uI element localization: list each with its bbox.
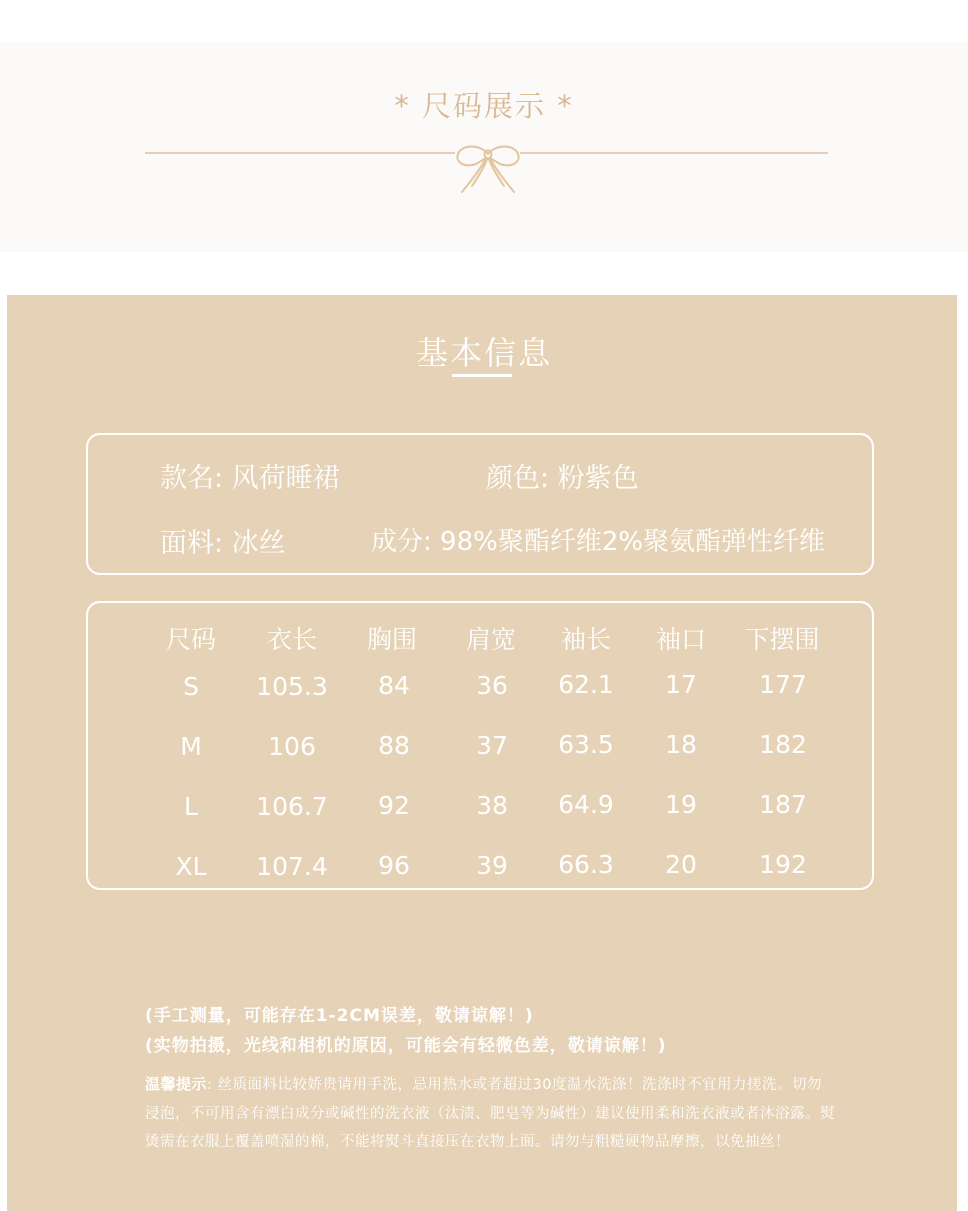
cell-cuff: 18 [665, 730, 697, 759]
cell-size: XL [175, 852, 207, 881]
composition-info: 成分: 98%聚酯纤维2%聚氨酯弹性纤维 [371, 527, 826, 557]
cell-length: 106 [268, 732, 316, 761]
care-instructions [145, 1070, 835, 1157]
cell-chest: 92 [378, 791, 410, 820]
cell-sleeve-length: 64.9 [558, 790, 614, 819]
cell-shoulder: 39 [476, 851, 508, 880]
cell-sleeve-length: 66.3 [558, 850, 614, 879]
header-chest: 胸围 [366, 625, 417, 654]
cell-chest: 96 [378, 851, 410, 880]
divider-line-left [145, 152, 455, 154]
basic-info-title: 基本信息 [415, 334, 552, 372]
cell-shoulder: 37 [476, 731, 508, 760]
cell-cuff: 17 [665, 670, 697, 699]
cell-length: 106.7 [256, 792, 328, 821]
color-info: 颜色: 粉紫色 [486, 463, 639, 494]
cell-size: S [183, 672, 199, 701]
bow-icon [452, 140, 524, 200]
color-difference-note: (实物拍摄，光线和相机的原因，可能会有轻微色差，敬请谅解！) [145, 1036, 667, 1056]
care-label: 温馨提示 [145, 1075, 208, 1093]
cell-size: M [180, 732, 202, 761]
cell-cuff: 19 [665, 790, 697, 819]
measurement-note: (手工测量，可能存在1-2CM误差，敬请谅解！) [145, 1006, 534, 1026]
cell-sleeve-length: 62.1 [558, 670, 614, 699]
care-text: : 丝质面料比较娇贵请用手洗，忌用热水或者超过30度温水洗涤！洗涤时不宜用力搓洗。切勿浸泡，不可用含有漂白成分或碱性的洗衣液（汰渍、肥皂等为碱性）建议使用柔和洗衣液或者沐浴露。熨烫需在衣服上覆盖喷湿的棉，不能将熨斗直接压在衣物上面。请勿与粗糙硬物品摩擦，以免抽丝！ [145, 1077, 835, 1150]
section-title: * 尺码展示 * [394, 89, 574, 123]
cell-cuff: 20 [665, 850, 697, 879]
header-length: 衣长 [266, 625, 317, 654]
header-hem: 下摆围 [744, 625, 820, 654]
cell-hem: 187 [759, 790, 807, 819]
cell-length: 105.3 [256, 672, 328, 701]
header-sleeve-length: 袖长 [560, 625, 611, 654]
cell-hem: 192 [759, 850, 807, 879]
cell-length: 107.4 [256, 852, 328, 881]
title-underline [452, 374, 512, 377]
cell-chest: 84 [378, 671, 410, 700]
cell-sleeve-length: 63.5 [558, 730, 614, 759]
divider-line-right [520, 152, 828, 154]
header-cuff: 袖口 [655, 625, 706, 654]
cell-shoulder: 36 [476, 671, 508, 700]
fabric-info: 面料: 冰丝 [160, 528, 286, 559]
header-shoulder: 肩宽 [465, 625, 516, 654]
cell-shoulder: 38 [476, 791, 508, 820]
cell-size: L [184, 792, 198, 821]
style-name: 款名: 风荷睡裙 [160, 463, 340, 494]
cell-chest: 88 [378, 731, 410, 760]
header-size: 尺码 [165, 625, 216, 654]
cell-hem: 182 [759, 730, 807, 759]
cell-hem: 177 [759, 670, 807, 699]
